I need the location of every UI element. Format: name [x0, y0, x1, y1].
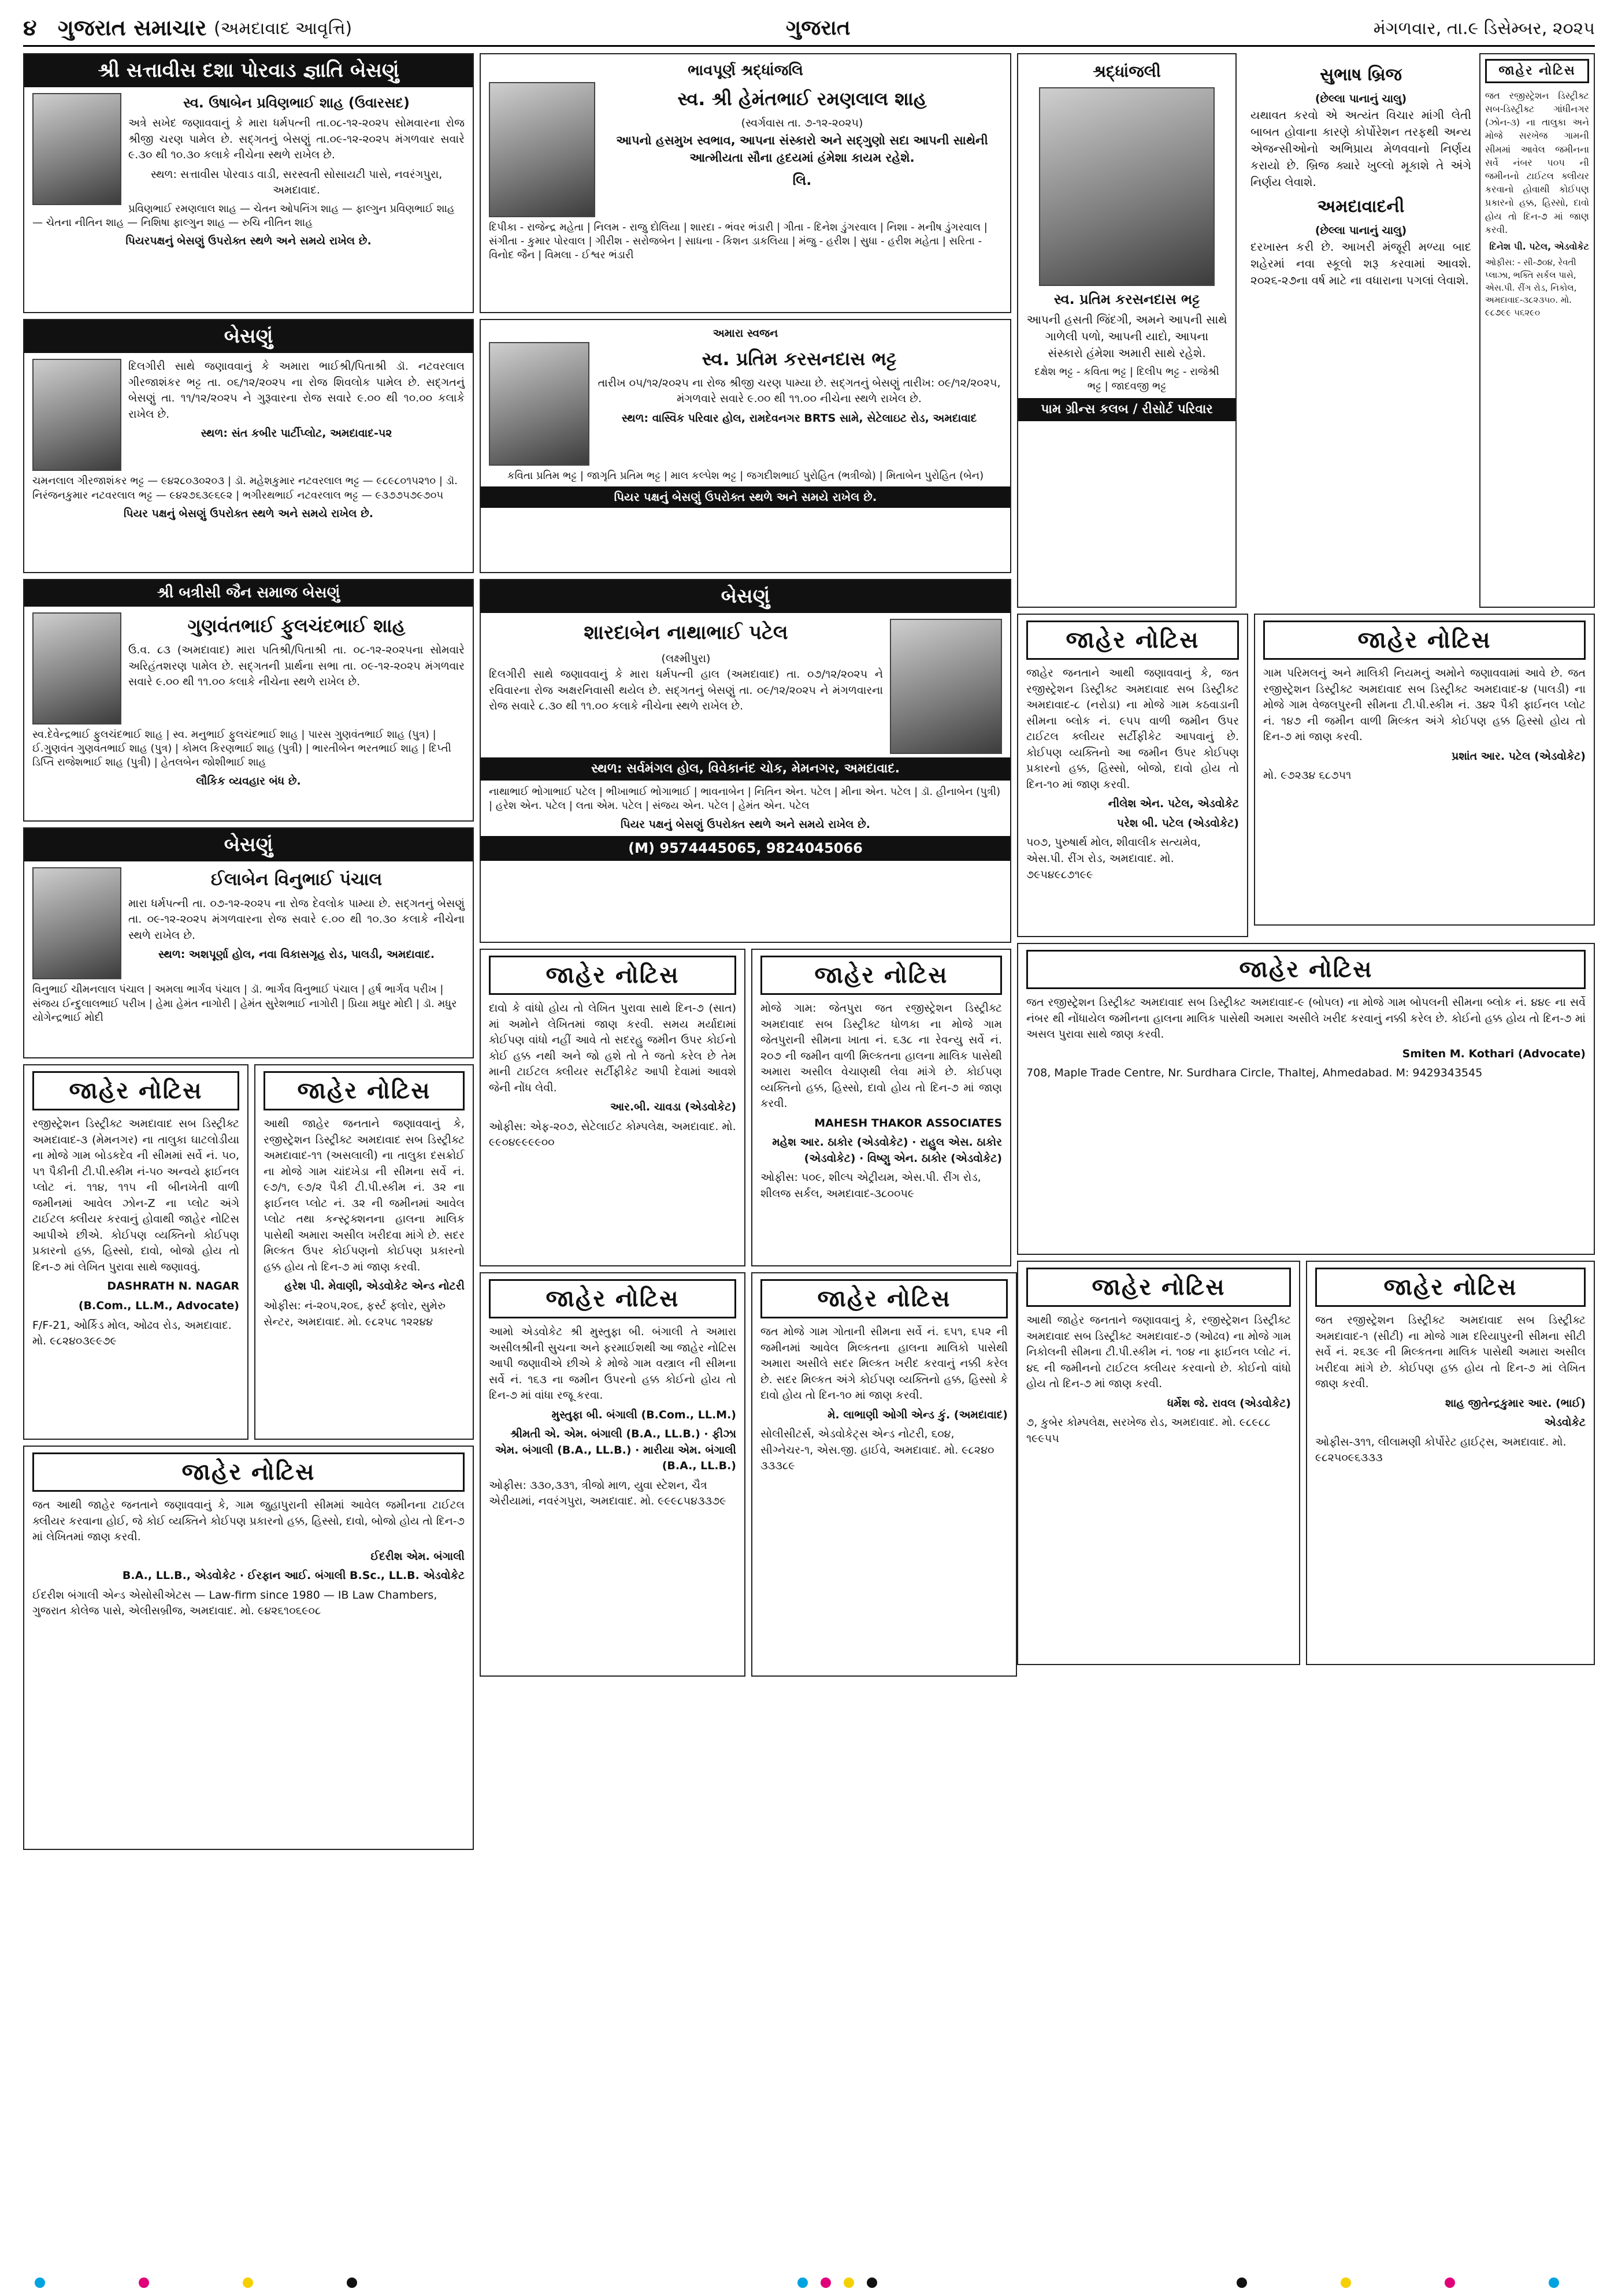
notice-address: F/F-21, ઓર્કિડ મોલ, ઓઢવ રોડ, અમદાવાદ. મો. ૯૮૨૪૦૩૯૯૭૯ — [32, 1318, 232, 1348]
news-text: યથાવત કરવો એ અત્યંત વિચાર માંગી લેતી બાબત હોવાના કારણે કોર્પોરેશન તરફથી અન્ય એજન્સીઓનો અભિપ્રાય મેળવવાનો નિર્ણય કરાયો છે. બ્રિજ ક્યારે ખુલ્લો મૂકાશે તે અંગે નિર્ણય લેવાશે. — [1250, 108, 1471, 190]
besanu-shardaben — [480, 579, 1011, 943]
besanu-photo — [32, 359, 121, 471]
notice-title: જાહેર નોટિસ — [760, 1279, 1008, 1318]
notice-address: 708, Maple Trade Centre, Nr. Surdhara Circle, Thaltej, Ahmedabad. M: 9429343545 — [1026, 1067, 1483, 1080]
tribute2-label: શ્રદ્ધાંજલી — [1093, 62, 1161, 81]
obituary-footer: પિયરપક્ષનું બેસણું ઉપરોક્ત સ્થળે અને સમયે રાખેલ છે. — [125, 235, 372, 248]
besanu-venue: સ્થળ: સંત કબીર પાર્ટીપ્લોટ, અમદાવાદ-૫૨ — [201, 427, 392, 440]
besanu-text: દિલગીરી સાથે જણાવવાનું કે અમારા ભાઈશ્રી/પિતાશ્રી ડૉ. નટવરલાલ ગીરજાશંકર ભટ્ટ તા. ૦૬/૧૨/૨૦૨૫ ના રોજ શિવલોક પામેલ છે. સદ્ગતનું બેસણું તા. ૧૧/૧૨/૨૦૨૫ ને ગુરૂવારના રોજ સવારે ૯.૦૦ થી ૧૦.૦૦ કલાકે રાખેલ છે. — [128, 360, 465, 421]
besanu-relatives: ચમનલાલ ગીરજાશંકર ભટ્ટ — ૯૪૨૮૦૩૦૨૦૩ | ડૉ. મહેશકુમાર નટવરલાલ ભટ્ટ — ૯૮૯૮૦૧૫૨૧૦ | ડૉ. નિરંજનકુમાર નટવરલાલ ભટ્ટ — ૯૪૨૭૬૩૯૬૯૨ | ભગીરથભાઈ નટવરલાલ ભટ્ટ — ૯૩૭૭૫૭૯૭૦૫ — [32, 475, 458, 501]
notice-text: આથી જાહેર જનતાને જણાવવાનું કે, રજીસ્ટ્રેશન ડિસ્ટ્રીક્ટ અમદાવાદ સબ ડિસ્ટ્રીક્ટ અમદાવાદ-૭ (ઓઢવ) ના મોજે ગામ નિકોલની સીમના ટી.પી.સ્કીમ નં. ૧૦૪ ના ફાઈનલ પ્લોટ નં. ૪૬ ની જમીનનો ટાઈટલ ક્લીયર કરવાનો છે. કોઈનો વાંધો હોય તો દિન-૭ માં જાણ કરવી. — [1026, 1314, 1291, 1391]
notice-title: જાહેર નોટિસ — [264, 1071, 465, 1110]
public-notice — [480, 949, 745, 1266]
tribute-text: આપનો હસમુખ સ્વભાવ, આપના સંસ્કારો અને સદ્ગુણો સદા આપની સાથેની આત્મીયતા સૌના હૃદયમાં હંમેશા કાયમ રહેશે. — [616, 133, 988, 165]
obituary-relatives: પ્રવિણભાઈ રમણલાલ શાહ — ચેતન ઓપનિંગ શાહ — ફાલ્ગુન પ્રવિણભાઈ શાહ — ચેતના નીતિન શાહ — નિશિષા ફાલ્ગુન શાહ — રુચિ નીતિન શાહ — [32, 202, 455, 229]
notice-signer: DASHRATH N. NAGAR — [107, 1280, 239, 1293]
besanu-footer: પિયર પક્ષનું બેસણું ઉપરોક્ત સ્થળે અને સમયે રાખેલ છે. — [124, 507, 373, 520]
notice-signer: મે. લાભાણી ઓગી એન્ડ કું. (અમદાવાદ) — [827, 1408, 1008, 1421]
besanu2-footer: પિયર પક્ષનું બેસણું ઉપરોક્ત સ્થળે અને સમયે રાખેલ છે. — [481, 486, 1010, 508]
notice-address: ૫૦૭, પુરુષાર્થ મોલ, શીવાલીક સત્યમેવ, એસ.પી. રીંગ રોડ, અમદાવાદ. મો. ૭૯૫૪૯૮૭૧૯૯ — [1026, 836, 1201, 881]
page-number: ૪ — [23, 15, 37, 40]
notice-signer: શાહ જીતેન્દ્રકુમાર આર. (ભાઈ) — [1445, 1396, 1586, 1410]
notice-signer-2: B.A., LL.B., એડવોકેટ · ઈરફાન આઈ. બંગાલી B.Sc., LL.B. એડવોકેટ — [122, 1569, 465, 1582]
notice-signer-2: (B.Com., LL.M., Advocate) — [78, 1299, 239, 1313]
jain-community: શ્રી બત્રીસી જૈન સમાજ બેસણું — [24, 580, 473, 607]
notice-address: ઈદરીશ બંગાલી એન્ડ એસોસીએટસ — Law-firm since 1980 — IB Law Chambers, ગુજરાત કોલેજ પાસે, એલીસબ્રીજ, અમદાવાદ. મો. ૯૪૨૬૧૦૬૯૦૮ — [32, 1588, 437, 1618]
besanu2-photo — [489, 342, 589, 466]
notice-title: જાહેર નોટિસ — [489, 1279, 736, 1318]
notice-text: જાહેર જનતાને આથી જણાવવાનું કે, જત રજીસ્ટ્રેશન ડિસ્ટ્રીક્ટ અમદાવાદ સબ ડિસ્ટ્રીક્ટ અમદાવાદ-૮ (નરોડા) ના મોજે ગામ કઠવાડાની સીમના બ્લોક નં. ૯૫૫ વાળી જમીન ઉપર ટાઈટલ ક્લીયર સર્ટીફીકેટ આપવાનું છે. કોઈપણ વ્યક્તિનો આ જમીન ઉપર કોઈપણ પ્રકારનો હક્ક, હિસ્સો, બોજો, દાવો હોય તો દિન-૧૦ માં જાણ કરવી. — [1026, 667, 1239, 791]
jain-name: ગુણવંતભાઈ ફુલચંદભાઈ શાહ — [187, 614, 406, 637]
public-notice — [1306, 1261, 1595, 1665]
tribute-label: ભાવપૂર્ણ શ્રદ્ધાંજલિ — [688, 62, 803, 79]
registration-dot — [1341, 2278, 1351, 2288]
notice-signer: નીલેશ એન. પટેલ, એડવોકેટ — [1108, 797, 1239, 811]
ila-photo — [32, 867, 121, 979]
notice-text: રજીસ્ટ્રેશન ડિસ્ટ્રીક્ટ અમદાવાદ સબ ડિસ્ટ્રીક્ટ અમદાવાદ-૩ (મેમનગર) ના તાલુકા ઘાટલોડીયા ના મોજે ગામ બોડકદેવ ની સીમમાં સર્વે નં. ૫૦, ૫૧ પૈકીની ટી.પી.સ્કીમ નં-૫૦ અન્વયે ફાઈનલ પ્લોટ નં. ૧૧૪, ૧૧૫ ની બીનખેતી વાળી જમીનમાં આવેલ ઝોન-Z ના પ્લોટ અંગે ટાઈટલ ક્લીયર કરવાનું હોવાથી જાહેર નોટિસ આપીએ છીએ. કોઈપણ વ્યક્તિનો કોઈપણ પ્રકારનો હક્ક, હિસ્સો, દાવો, બોજો હોય તો દિન-૭ માં લેખિત પુરાવા સાથે જણાવવું. — [32, 1117, 239, 1273]
public-notice — [1017, 614, 1248, 937]
besanu-natvarlal — [23, 319, 474, 573]
tribute2-name: સ્વ. પ્રતિમ કરસનદાસ ભટ્ટ — [1053, 291, 1200, 307]
sharda-phone: (M) 9574445065, 9824045066 — [481, 836, 1010, 861]
notice-signer: દિનેશ પી. પટેલ, એડવોકેટ — [1489, 240, 1589, 252]
public-notice — [1017, 943, 1595, 1255]
notice-address: ૭, કુબેર કોમ્પલેક્ષ, સરખેજ રોડ, અમદાવાદ. મો. ૯૮૯૮૮ ૧૯૯૫૫ — [1026, 1416, 1271, 1445]
notice-title: જાહેર નોટિસ — [1026, 621, 1239, 660]
community-heading: શ્રી સત્તાવીસ દશા પોરવાડ જ્ઞાતિ બેસણું — [24, 54, 473, 87]
sharda-footer: પિયર પક્ષનું બેસણું ઉપરોક્ત સ્થળે અને સમયે રાખેલ છે. — [621, 818, 870, 831]
notice-text: દાવો કે વાંધો હોય તો લેખિત પુરાવા સાથે દિન-૭ (સાત) માં અમોને લેખિતમાં જાણ કરવી. સમય મર્યાદામાં કોઈપણ વાંધો નહીં આવે તો સદરહુ જમીન ઉપર કોઈનો કોઈ હક્ક નથી અને જો હશે તો તે જતો કરેલ છે તેમ માની ટાઈટલ ક્લીયર સર્ટીફીકેટ આપી દેવામાં આવશે જેની નોંધ લેવી. — [489, 1002, 736, 1094]
registration-dot — [1445, 2278, 1455, 2288]
besanu-title: બેસણું — [24, 320, 473, 353]
tribute-hemant — [480, 53, 1011, 313]
news-text-2: દરખાસ્ત કરી છે. આખરી મંજૂરી મળ્યા બાદ શહેરમાં નવા સ્કૂલો શરૂ કરવામાં આવશે. ૨૦૨૬-૨૭ના વર્ષ માટે ના વધારાના પગલાં લેવાશે. — [1250, 240, 1471, 288]
notice-signer: આર.બી. ચાવડા (એડવોકેટ) — [610, 1101, 736, 1114]
registration-dot — [844, 2278, 854, 2288]
registration-dot — [35, 2278, 45, 2288]
notice-signer: હરેશ પી. મેવાણી, એડવોકેટ એન્ડ નોટરી — [284, 1280, 465, 1293]
tribute-name: સ્વ. શ્રી હેમંતભાઈ રમણલાલ શાહ — [677, 87, 927, 110]
notice-address: ઓફીસ: - સી-૭૦૪, રેવતી પ્લાઝા, ભક્તિ સર્કલ પાસે, એસ.પી. રીંગ રોડ, નિકોલ, અમદાવાદ-૩૮૨૩૫૦. મો. ૯૮૭૯૯ ૫૬૨૯૦ — [1485, 257, 1577, 318]
notice-signer: ધર્મેશ જે. રાવલ (એડવોકેટ) — [1167, 1396, 1291, 1410]
public-notice — [480, 1272, 745, 1677]
besanu2-text: તારીખ ૦૫/૧૨/૨૦૨૫ ના રોજ શ્રીજી ચરણ પામ્યા છે. સદ્ગતનું બેસણું તારીખ: ૦૯/૧૨/૨૦૨૫, મંગળવારે સવારે ૯.૦૦ થી ૧૧.૦૦ નીચેના સ્થળે રાખેલ છે. — [598, 376, 1001, 406]
notice-text: જત રજીસ્ટ્રેશન ડિસ્ટ્રીક્ટ અમદાવાદ સબ ડિસ્ટ્રીક્ટ અમદાવાદ-૯ (બોપલ) ના મોજે ગામ બોપલની સીમના બ્લોક નં. ૪૪૯ ના સર્વે નંબર થી નોંધાયેલ જમીનના હાલના માલિક પાસેથી અમારા અસીલે ખરીદ કરવાનું નક્કી કરેલ છે. કોઈનો હક્ક હોય તો દિન-૭ માં અસલ પુરાવા સાથે જાણ કરવી. — [1026, 996, 1586, 1041]
newspaper-brand: ગુજરાત સમાચાર — [58, 15, 207, 40]
notice-title: જાહેર નોટિસ — [1026, 1268, 1291, 1307]
sharda-venue: સ્થળ: સર્વમંગલ હોલ, વિવેકાનંદ ચોક, મેમનગર, અમદાવાદ. — [481, 757, 1010, 781]
besanu2-relatives: કવિતા પ્રતિમ ભટ્ટ | જાગૃતિ પ્રતિમ ભટ્ટ | માલ કલ્પેશ ભટ્ટ | જગદીશભાઈ પુરોહિત (ભત્રીજો) | મિતાબેન પુરોહિત (બેન) — [507, 469, 984, 482]
notice-signer-2: એડવોકેટ — [1544, 1416, 1586, 1429]
notice-title: જાહેર નોટિસ — [760, 956, 1002, 995]
public-notice-top-right — [1479, 53, 1595, 608]
issue-date: મંગળવાર, તા.૯ ડિસેમ્બર, ૨૦૨૫ — [1373, 18, 1595, 39]
notice-title: જાહેર નોટિસ — [1263, 621, 1586, 660]
besanu-gunvantbhai — [23, 579, 474, 822]
jain-relatives: સ્વ.દેવેન્દ્રભાઈ ફુલચંદભાઈ શાહ | સ્વ. મનુભાઈ ફુલચંદભાઈ શાહ | પારસ ગુણવંતભાઈ શાહ (પુત્ર) | ઈ.ગુણવંત ગુણવંતભાઈ શાહ (પુત્ર) | કોમલ કિરણભાઈ શાહ (પુત્રી) | ભારતીબેન ભરતભાઈ શાહ | દિપ્તી ડિપ્તિ રાજેશભાઈ શાહ (પુત્રી) | હેતલબેન જોશીભાઈ શાહ — [32, 728, 451, 769]
public-notice — [23, 1064, 248, 1440]
news-subhash-bridge — [1242, 53, 1479, 608]
notice-text: જત મોજે ગામ ગોતાની સીમના સર્વે નં. ૬૫૧, ૬૫૨ ની જમીનમાં આવેલ મિલ્કતના હાલના માલિકો પાસેથી અમારા અસીલે સદર મિલ્કત ખરીદ કરવાનું નક્કી કરેલ છે. સદર મિલ્કત અંગે કોઈપણ વ્યક્તિનો હક્ક, હિસ્સો કે દાવો હોય તો દિન-૧૦ માં જાણ કરવી. — [760, 1325, 1008, 1402]
page-header — [23, 10, 1595, 47]
ila-name: ઈલાબેન વિનુભાઈ પંચાલ — [210, 870, 383, 890]
sharda-text: દિલગીરી સાથે જણાવવાનું કે મારા ધર્મપત્ની હાલ (અમદાવાદ) તા. ૦૭/૧૨/૨૦૨૫ ને રવિવારના રોજ અક્ષરનિવાસી થયેલ છે. સદ્ગતનું બેસણું તા. ૦૯/૧૨/૨૦૨૫ ને મંગળવારના રોજ સવારે ૮.૩૦ થી ૧૧.૦૦ કલાકે નીચેના સ્થળે રાખેલ છે. — [489, 668, 883, 713]
tribute2-photo — [1039, 87, 1215, 286]
sharda-place: (લક્ષ્મીપુરા) — [661, 652, 711, 665]
tribute2-text: આપની હસતી જિંદગી, અમને આપની સાથે ગાળેલી પળો, આપની યાદો, આપના સંસ્કારો હંમેશા અમારી સાથે રહેશે. — [1026, 313, 1227, 361]
notice-title: જાહેર નોટિસ — [489, 956, 736, 995]
notice-address: ઓફીસ-૩૧૧, લીલામણી કોર્પોરેટ હાઈટ્સ, અમદાવાદ. મો. ૯૮૨૫૦૯૬૩૩૩ — [1315, 1435, 1567, 1465]
besanu2-venue: સ્થળ: વાસ્વિક પરિવાર હોલ, રામદેવનગર BRTS સામે, સેટેલાઇટ રોડ, અમદાવાદ — [621, 412, 977, 425]
notice-signer: પ્રશાંત આર. પટેલ (એડવોકેટ) — [1452, 749, 1586, 763]
notice-title: જાહેર નોટિસ — [32, 1071, 239, 1110]
notice-signer-2: શ્રીમતી એ. એમ. બંગાલી (B.A., LL.B.) · ફીઝા એમ. બંગાલી (B.A., LL.B.) · મારીયા એમ. બંગાલી (B.A., LL.B.) — [495, 1428, 736, 1473]
registration-dot — [1549, 2278, 1559, 2288]
ila-text: મારા ધર્મપત્ની તા. ૦૭-૧૨-૨૦૨૫ ના રોજ દેવલોક પામ્યા છે. સદ્ગતનું બેસણું તા. ૦૯-૧૨-૨૦૨૫ મંગળવારના રોજ સવારે ૯.૦૦ થી ૧૦.૩૦ કલાકે નીચેના સ્થળે રાખેલ છે. — [128, 897, 465, 942]
sharda-photo — [890, 619, 1002, 754]
jain-text: ઉ.વ. ૮૩ (અમદાવાદ) મારા પતિશ્રી/પિતાશ્રી તા. ૦૮-૧૨-૨૦૨૫ના સોમવારે અરિહંતશરણ પામેલ છે. સદ્ગતની પ્રાર્થના સભા તા. ૦૯-૧૨-૨૦૨૫ મંગળવાર સવારે ૯.૦૦ થી ૧૧.૦૦ કલાકે નીચેના સ્થળે રાખેલ છે. — [128, 644, 465, 689]
besanu-ilaben — [23, 827, 474, 1058]
jain-footer: લૌકિક વ્યવહાર બંધ છે. — [196, 774, 301, 787]
notice-title: જાહેર નોટિસ — [1315, 1268, 1586, 1307]
public-notice — [751, 1272, 1017, 1677]
notice-text: જત રજીસ્ટ્રેશન ડિસ્ટ્રીક્ટ સબ-ડિસ્ટ્રીક્ટ ગાંધીનગર (ઝોન-૩) ના તાલુકા અને મોજે સરખેજ ગામની સીમમાં આવેલ જમીનના સર્વે નંબર ૫૦૫ ની જમીનનો ટાઈટલ ક્લીયર કરવાનો હોવાથી કોઈપણ પ્રકારનો હક્ક, હિસ્સો, દાવો હોય તો દિન-૭ માં જાણ કરવી. — [1485, 90, 1589, 235]
notice-address: સોલીસીટર્સ, એડવોકેટ્સ એન્ડ નોટરી, ૬૦૪, સીગ્નેચર-૧, એસ.જી. હાઈવે, અમદાવાદ. મો. ૯૮૨૪૦ ૩૩૩૮૯ — [760, 1428, 994, 1473]
notice-address: ઓફીસ: ૩૩૦,૩૩૧, ત્રીજો માળ, યુવા સ્ટેશન, ચૈત્ર એરીયામાં, નવરંગપુરા, અમદાવાદ. મો. ૯૯૯૮૫૪૩૩૭૯ — [489, 1478, 726, 1508]
notice-address: ઓફીસ: ૫૦૯, શીલ્પ એટ્રીયમ, એસ.પી. રીંગ રોડ, શીલજ સર્કલ, અમદાવાદ-૩૮૦૦૫૯ — [760, 1171, 981, 1201]
obituary-photo — [32, 93, 121, 205]
news-subtitle: (છેલ્લા પાનાનું ચાલુ) — [1315, 92, 1407, 105]
notice-signer: ઈદરીશ એમ. બંગાલી — [370, 1550, 465, 1563]
besanu2-name: સ્વ. પ્રતિમ કરસનદાસ ભટ્ટ — [702, 347, 897, 370]
ila-relatives: વિનુભાઈ ચીમનલાલ પંચાલ | અમલા ભાર્ગવ પંચાલ | ડૉ. ભાર્ગવ વિનુભાઈ પંચાલ | હર્ષ ભાર્ગવ પરીખ | સંજય ઈન્દુલાલભાઈ પરીખ | હેમા હેમંત નાગોરી | હેમંત સુરેશભાઈ નાગોરી | પ્રિયા મધુર મોદી | ડૉ. મધુર યોગેન્દ્રભાઈ મોદી — [32, 983, 457, 1024]
tribute-relatives: દિપીકા - રાજેન્દ્ર મહેતા | નિલમ - રાજુ દોલિયા | શારદા - ભંવર ભંડારી | ગીતા - દિનેશ ડુંગરવાલ | નિશા - મનીષ ડુંગરવાલ | સંગીતા - કુમાર પોરવાલ | ગીરીશ - સરોજબેન | સાધના - કિશન ડાકલિયા | મંજુ - હરીશ | સુધા - હરીશ મહેતા | સરિતા - વિનોદ જૈન | વિમલા - ઈશ્વર ભંડારી — [489, 221, 988, 262]
tribute-sign: લિ. — [792, 172, 812, 188]
jain-photo — [32, 612, 121, 725]
sharda-name: શારદાબેન નાથાભાઈ પટેલ — [584, 621, 788, 645]
notice-address: મો. ૯૭૨૩૪ ૬૮૭૫૧ — [1263, 769, 1352, 782]
tribute2-relatives: દક્ષેશ ભટ્ટ - કવિતા ભટ્ટ | દિલીપ ભટ્ટ - રાજેશ્રી ભટ્ટ | જાદવજી ભટ્ટ — [1034, 366, 1219, 392]
public-notice — [254, 1064, 474, 1440]
public-notice — [1017, 1261, 1300, 1665]
news-subtitle-2: (છેલ્લા પાનાનું ચાલુ) — [1315, 224, 1407, 237]
notice-text: આથી જાહેર જનતાને જણાવવાનું કે, રજીસ્ટ્રેશન ડિસ્ટ્રીક્ટ અમદાવાદ સબ ડિસ્ટ્રીક્ટ અમદાવાદ-૧૧ (અસલાલી) ના તાલુકા દસક્રોઈ ના મોજે ગામ ચાંદખેડા ની સીમના સર્વે નં. ૯૭/૧, ૯૭/૨ પૈકી ટી.પી.સ્કીમ નં. ૩૨ ના ફાઈનલ પ્લોટ નં. ૩૨ ની જમીનમાં આવેલ પ્લોટ તથા કન્સ્ટ્રક્શનના હાલના માલિક પાસેથી અમારા અસીલ ખરીદવા માંગે છે. સદર મિલ્કત ઉપર કોઈપણનો કોઈપણ પ્રકારનો હક્ક હોય તો દિન-૭ માં જાણ કરવી. — [264, 1117, 465, 1273]
ila-venue: સ્થળ: અશપૂર્ણા હોલ, નવા વિકાસગૃહ રોડ, પાલડી, અમદાવાદ. — [158, 948, 435, 961]
notice-title: જાહેર નોટિસ — [1026, 950, 1586, 989]
registration-dot — [797, 2278, 808, 2288]
notice-signer-2: મહેશ આર. ઠાકોર (એડવોકેટ) · રાહુલ એસ. ઠાકોર (એડવોકેટ) · વિષ્ણુ એન. ઠાકોર (એડવોકેટ) — [772, 1136, 1002, 1165]
registration-dot — [347, 2278, 357, 2288]
sharda-relatives: નાથાભાઈ ભોગાભાઈ પટેલ | ભીખાભાઈ ભોગાભાઈ | ભાવનાબેન | નિતિન એન. પટેલ | મીના એન. પટેલ | ડૉ. હીનાબેન (પુત્રી) | હરેશ એન. પટેલ | લતા એમ. પટેલ | સંજય એન. પટેલ | હેમંત એન. પટેલ — [489, 786, 1001, 812]
besanu2-community: અમારા સ્વજન — [712, 327, 778, 340]
section-title: ગુજરાત — [786, 16, 851, 40]
print-registration-marks — [0, 2278, 1618, 2291]
tribute-photo — [489, 82, 595, 217]
sharda-title: બેસણું — [481, 580, 1010, 613]
edition-label: (અમદાવાદ આવૃત્તિ) — [214, 18, 352, 39]
notice-text: આમો એડવોકેટ શ્રી મુસ્તુફા બી. બંગાલી તે અમારા અસીલશ્રીની સુચના અને ફરમાઈશથી આ જાહેર નોટિસ આપી જણાવીએ છીએ કે મોજે ગામ વસ્ત્રાલ ની સીમના સર્વે નં. ૧૬૩ ના જમીન ઉપરનો હક્ક કોઈનો હોય તો દિન-૭ માં વાંધા રજૂ કરવા. — [489, 1325, 736, 1402]
ila-title: બેસણું — [24, 829, 473, 861]
tribute-date: (સ્વર્ગવાસ તા. ૭-૧૨-૨૦૨૫) — [741, 117, 863, 130]
public-notice — [23, 1446, 474, 1850]
notice-text: ગામ પરિમલનું અને માલિકી નિયમનું અમોને જણાવવામાં આવે છે. જત રજીસ્ટ્રેશન ડિસ્ટ્રીક્ટ અમદાવાદ સબ ડિસ્ટ્રીક્ટ અમદાવાદ-૪ (પાલડી) ના મોજે ગામ વેજલપુરની સીમના ટી.પી.સ્કીમ નં. ૩૪૨ પૈકી ફાઈનલ પ્લોટ નં. ૧૪૭ ની જમીન વાળી મિલ્કત અંગે કોઈપણ હક્ક હિસ્સો હોય તો દિન-૭ માં જાણ કરવી. — [1263, 667, 1586, 744]
public-notice — [1254, 614, 1595, 926]
tribute2-footer: પામ ગ્રીન્સ કલબ / રીસોર્ટ પરિવાર — [1018, 398, 1235, 421]
registration-dot — [1237, 2278, 1247, 2288]
notice-text: જત આથી જાહેર જનતાને જણાવવાનું કે, ગામ જુહાપુરાની સીમમાં આવેલ જમીનના ટાઈટલ ક્લીયર કરવાના હોઈ, જે કોઈ વ્યક્તિને કોઈપણ પ્રકારનો હક્ક, હિસ્સો, દાવો, બોજો હોય તો દિન-૭ માં લેખિતમાં જાણ કરવી. — [32, 1499, 465, 1544]
besanu-pratim — [480, 319, 1011, 573]
tribute-pratim — [1017, 53, 1237, 608]
obituary-usha — [23, 53, 474, 313]
notice-address: ઓફીસ: એફ-૨૦૭, સેટેલાઈટ કોમ્પલેક્ષ, અમદાવાદ. મો. ૯૯૦૪૯૯૯૯૦૦ — [489, 1120, 736, 1149]
notice-signer: Smiten M. Kothari (Advocate) — [1402, 1047, 1586, 1060]
news-title: સુભાષ બ્રિજ — [1319, 65, 1402, 85]
news-title-2: અમદાવાદની — [1317, 196, 1405, 217]
notice-signer: MAHESH THAKOR ASSOCIATES — [814, 1116, 1002, 1130]
notice-signer-2: પરેશ બી. પટેલ (એડવોકેટ) — [1116, 816, 1239, 830]
obituary-venue: સ્થળ: સત્તાવીસ પોરવાડ વાડી, સરસ્વતી સોસાયટી પાસે, નવરંગપુરા, અમદાવાદ. — [150, 168, 443, 197]
notice-text: મોજે ગામ: જેતપુરા જત રજીસ્ટ્રેશન ડિસ્ટ્રીક્ટ અમદાવાદ સબ ડિસ્ટ્રીક્ટ ધોળકા ના મોજે ગામ જેતપુરાની સીમના ખાતા નં. ૬૩૮ ના રેવન્યુ સર્વે નં. ૨૦૭ ની જમીન વાળી મિલ્કતના હાલના માલિક પાસેથી અમારા અસીલ વેચાણથી લેવા માંગે છે. કોઈપણ વ્યક્તિનો હક્ક, હિસ્સો, દાવો હોય તો દિન-૭ માં જાણ કરવી. — [760, 1002, 1002, 1110]
notice-title: જાહેર નોટિસ — [1485, 59, 1589, 83]
notice-text: જત રજીસ્ટ્રેશન ડિસ્ટ્રીક્ટ અમદાવાદ સબ ડિસ્ટ્રીક્ટ અમદાવાદ-૧ (સીટી) ના મોજે ગામ દરિયાપુરની સીમના સીટી સર્વે નં. ૨૬૩૯ ની મિલ્કતના માલિક પાસેથી અમારા અસીલ ખરીદવા માંગે છે. કોઈપણ હક્ક હોય તો દિન-૭ માં લેખિત જાણ કરવી. — [1315, 1314, 1586, 1391]
registration-dot — [139, 2278, 149, 2288]
obituary-text: અત્રે સખેદ જણાવવાનું કે મારા ધર્મપત્ની તા.૦૮-૧૨-૨૦૨૫ સોમવારના રોજ શ્રીજી ચરણ પામેલ છે. સદ્ગતનું બેસણું તા.૦૯-૧૨-૨૦૨૫ મંગળવાર સવારે ૯.૩૦ થી ૧૦.૩૦ કલાકે નીચેના સ્થળે રાખેલ છે. — [128, 117, 465, 162]
notice-address: ઓફીસ: નં-૨૦૫,૨૦૬, ફર્સ્ટ ફ્લોર, સુમેરુ સેન્ટર, અમદાવાદ. મો. ૯૮૨૫૮ ૧૨૨૪૪ — [264, 1299, 446, 1328]
notice-title: જાહેર નોટિસ — [32, 1452, 465, 1492]
registration-dot — [821, 2278, 831, 2288]
notice-signer: મુસ્તુફા બી. બંગાલી (B.Com., LL.M.) — [551, 1408, 736, 1421]
registration-dot — [243, 2278, 253, 2288]
registration-dot — [867, 2278, 877, 2288]
public-notice — [751, 949, 1011, 1266]
obituary-name: સ્વ. ઉષાબેન પ્રવિણભાઈ શાહ (ઉવારસદ) — [183, 95, 410, 112]
